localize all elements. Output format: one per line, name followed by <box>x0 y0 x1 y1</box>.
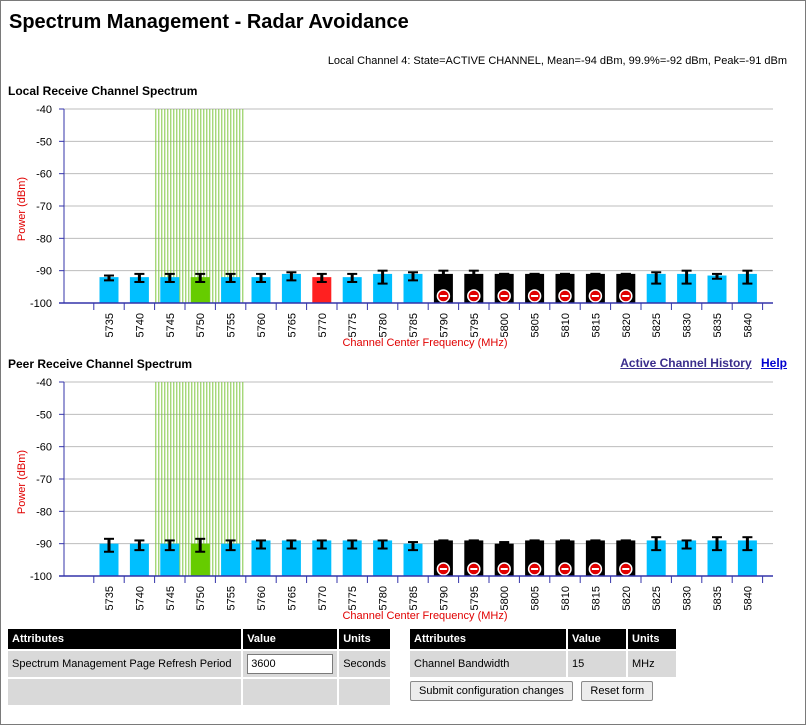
peer-spectrum-chart <box>1 370 806 628</box>
y-tick-label: -90 <box>36 265 52 278</box>
y-axis-label: Power (dBm) <box>16 176 28 242</box>
y-tick-label: -100 <box>29 298 52 310</box>
x-tick-label-5760: 5760 <box>256 313 268 338</box>
refresh-period-cell <box>243 651 337 677</box>
header-attributes: Attributes <box>8 629 241 649</box>
empty-cell <box>339 679 390 705</box>
barred-icon <box>468 290 480 302</box>
x-tick-label-5745: 5745 <box>164 586 177 611</box>
x-tick-label-5810: 5810 <box>560 586 572 611</box>
x-tick-label-5735: 5735 <box>104 586 116 611</box>
x-tick-label-5835: 5835 <box>712 586 724 611</box>
y-axis-label: Power (dBm) <box>16 449 28 515</box>
x-axis-label: Channel Center Frequency (MHz) <box>342 610 508 622</box>
table-row-empty <box>8 679 390 705</box>
barred-icon <box>437 290 449 302</box>
refresh-period-label: Spectrum Management Page Refresh Period <box>8 651 241 677</box>
x-tick-label-5745: 5745 <box>164 313 177 338</box>
x-tick-label-5805: 5805 <box>529 313 542 338</box>
barred-icon <box>620 563 632 575</box>
y-tick-label: -90 <box>36 538 52 551</box>
y-tick-label: -80 <box>36 233 52 246</box>
barred-icon <box>589 563 601 575</box>
barred-icon <box>498 290 510 302</box>
x-tick-label-5775: 5775 <box>347 586 360 611</box>
x-tick-label-5800: 5800 <box>499 313 512 338</box>
x-tick-label-5785: 5785 <box>408 586 420 611</box>
x-tick-label-5825: 5825 <box>651 586 664 611</box>
attributes-table-right <box>408 627 678 679</box>
x-tick-label-5810: 5810 <box>560 313 572 338</box>
barred-icon <box>468 563 480 575</box>
x-tick-label-5835: 5835 <box>712 313 724 338</box>
x-tick-label-5765: 5765 <box>286 586 299 611</box>
x-tick-label-5795: 5795 <box>468 313 481 338</box>
page-title: Spectrum Management - Radar Avoidance <box>9 11 409 33</box>
form-buttons <box>410 681 653 701</box>
table-row <box>410 651 676 677</box>
header-value: Value <box>243 629 337 649</box>
barred-icon <box>437 563 449 575</box>
channel-bandwidth-label: Channel Bandwidth <box>410 651 566 677</box>
x-tick-label-5825: 5825 <box>651 313 664 338</box>
x-tick-label-5790: 5790 <box>438 313 451 338</box>
submit-configuration-button[interactable]: Submit configuration changes <box>410 681 573 701</box>
peer-spectrum-svg <box>1 370 806 628</box>
x-tick-label-5750: 5750 <box>195 586 208 611</box>
refresh-period-input[interactable] <box>247 654 333 674</box>
x-tick-label-5785: 5785 <box>408 313 420 338</box>
x-tick-label-5760: 5760 <box>256 586 268 611</box>
header-units: Units <box>339 629 390 649</box>
barred-icon <box>529 290 541 302</box>
y-tick-label: -40 <box>36 377 52 389</box>
table-header-row <box>8 629 390 649</box>
x-tick-label-5765: 5765 <box>286 313 299 338</box>
channel-bandwidth-value: 15 <box>568 651 626 677</box>
empty-cell <box>243 679 337 705</box>
y-tick-label: -60 <box>36 168 52 181</box>
x-axis-label: Channel Center Frequency (MHz) <box>342 337 508 349</box>
y-tick-label: -80 <box>36 506 52 519</box>
y-tick-label: -70 <box>36 201 52 213</box>
x-tick-label-5735: 5735 <box>104 313 116 338</box>
chart-links <box>620 356 787 370</box>
x-tick-label-5755: 5755 <box>225 313 238 338</box>
x-tick-label-5755: 5755 <box>225 586 238 611</box>
x-tick-label-5770: 5770 <box>316 313 329 338</box>
local-spectrum-svg <box>1 97 806 355</box>
local-spectrum-title: Local Receive Channel Spectrum <box>8 84 198 98</box>
local-channel-status: Local Channel 4: State=ACTIVE CHANNEL, Mean=-94 dBm, 99.9%=-92 dBm, Peak=-91 dBm <box>327 55 787 67</box>
x-tick-label-5800: 5800 <box>499 586 512 611</box>
y-tick-label: -70 <box>36 474 52 486</box>
x-tick-label-5815: 5815 <box>590 586 603 611</box>
y-tick-label: -40 <box>36 104 52 116</box>
y-tick-label: -60 <box>36 441 52 454</box>
header-units: Units <box>628 629 676 649</box>
barred-icon <box>559 563 571 575</box>
x-tick-label-5830: 5830 <box>681 586 694 611</box>
x-tick-label-5820: 5820 <box>620 586 633 611</box>
channel-bandwidth-units: MHz <box>628 651 676 677</box>
x-tick-label-5740: 5740 <box>134 313 147 338</box>
barred-icon <box>529 563 541 575</box>
peer-spectrum-title: Peer Receive Channel Spectrum <box>8 357 193 371</box>
x-tick-label-5830: 5830 <box>681 313 694 338</box>
x-tick-label-5790: 5790 <box>438 586 451 611</box>
active-channel-history-link[interactable]: Active Channel History <box>620 356 752 370</box>
x-tick-label-5805: 5805 <box>529 586 542 611</box>
header-attributes: Attributes <box>410 629 566 649</box>
header-value: Value <box>568 629 626 649</box>
x-tick-label-5740: 5740 <box>134 586 147 611</box>
table-row <box>8 651 390 677</box>
x-tick-label-5820: 5820 <box>620 313 633 338</box>
attributes-table-left <box>6 627 392 707</box>
barred-icon <box>559 290 571 302</box>
error-bar-5800 <box>499 542 509 544</box>
y-tick-label: -100 <box>29 571 52 583</box>
y-tick-label: -50 <box>36 136 52 149</box>
help-link[interactable]: Help <box>760 356 787 370</box>
x-tick-label-5775: 5775 <box>347 313 360 338</box>
table-header-row <box>410 629 676 649</box>
y-tick-label: -50 <box>36 409 52 422</box>
barred-icon <box>498 563 510 575</box>
refresh-period-units: Seconds <box>339 651 390 677</box>
x-tick-label-5750: 5750 <box>195 313 208 338</box>
x-tick-label-5780: 5780 <box>377 586 390 611</box>
x-tick-label-5840: 5840 <box>742 586 755 611</box>
barred-icon <box>589 290 601 302</box>
x-tick-label-5780: 5780 <box>377 313 390 338</box>
empty-cell <box>8 679 241 705</box>
barred-icon <box>620 290 632 302</box>
x-tick-label-5770: 5770 <box>316 586 329 611</box>
reset-form-button[interactable]: Reset form <box>581 681 653 701</box>
local-spectrum-chart <box>1 97 806 355</box>
x-tick-label-5840: 5840 <box>742 313 755 338</box>
x-tick-label-5815: 5815 <box>590 313 603 338</box>
x-tick-label-5795: 5795 <box>468 586 481 611</box>
